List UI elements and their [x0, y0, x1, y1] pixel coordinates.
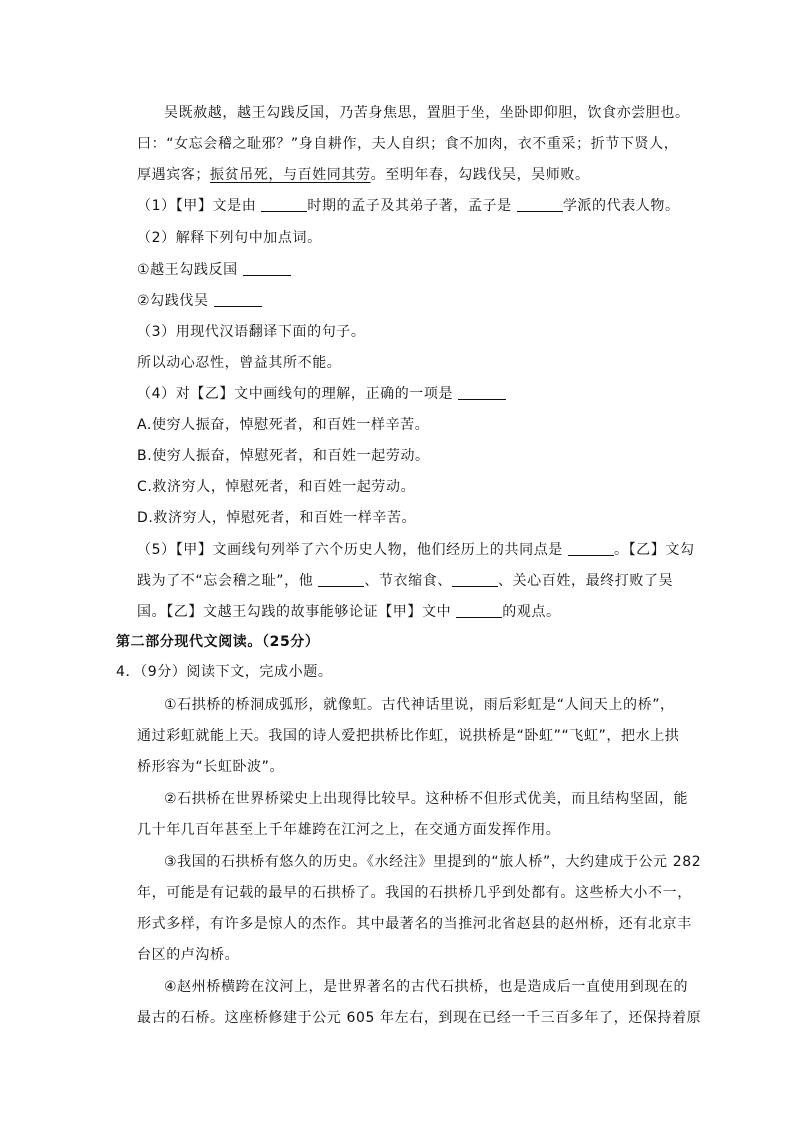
answer-blank[interactable] [517, 197, 563, 212]
option-b[interactable]: B.使穷人振奋，悼慰死者，和百姓一起劳动。 [137, 448, 430, 464]
question-2-title: （2）解释下列句中加点词。 [137, 230, 322, 246]
part-2-heading: 第二部分现代文阅读。（25分） [116, 634, 320, 650]
question-5-part-a: （5）【甲】文画线句列举了六个历史人物，他们经历上的共同点是 [137, 542, 568, 558]
question-5-part-f: 国。【乙】文越王勾践的故事能够论证【甲】文中 [137, 604, 457, 620]
paragraph-3-line-2: 年，可能是有记载的最早的石拱桥了。我国的石拱桥几乎到处都有。这些桥大小不一， [137, 885, 692, 901]
paragraph-1-line-2: 通过彩虹就能上天。我国的诗人爱把拱桥比作虹，说拱桥是“卧虹”“飞虹”，把水上拱 [137, 728, 680, 744]
paragraph-2-line-1: ②石拱桥在世界桥梁史上出现得比较早。这种桥不但形式优美，而且结构坚固，能 [164, 791, 689, 807]
question-2-item-2 [137, 291, 262, 311]
paragraph-3-line-3: 形式多样，有许多是惊人的杰作。其中最著名的当推河北省赵县的赵州桥，还有北京丰 [137, 916, 692, 932]
paragraph-4-line-1: ④赵州桥横跨在汶河上，是世界著名的古代石拱桥，也是造成后一直使用到现在的 [164, 979, 689, 995]
answer-blank[interactable] [452, 572, 498, 587]
question-3-title: （3）用现代汉语翻译下面的句子。 [137, 324, 366, 340]
paragraph-1-line-3: 桥形容为“长虹卧波”。 [137, 759, 285, 775]
question-5-line-3 [137, 602, 561, 622]
paragraph-2-line-2: 几十年几百年甚至上千年雄跨在江河之上，在交通方面发挥作用。 [137, 822, 561, 838]
question-5-part-c: 践为了不“忘会稽之耻”，他 [137, 573, 319, 589]
paragraph-1-line-1: ①石拱桥的桥洞成弧形，就像虹。古代神话里说，雨后彩虹是“人间天上的桥”， [164, 697, 675, 713]
answer-blank[interactable] [318, 572, 364, 587]
answer-blank[interactable] [214, 292, 262, 307]
question-5-line-2 [137, 571, 673, 591]
question-5-part-g: 的观点。 [502, 604, 561, 620]
answer-blank[interactable] [243, 261, 291, 276]
question-1 [137, 196, 680, 216]
option-d[interactable]: D.救济穷人，悼慰死者，和百姓一样辛苦。 [137, 510, 417, 526]
answer-blank[interactable] [458, 385, 506, 400]
question-1-part-a: （1）【甲】文是由 [137, 198, 262, 214]
question-2-item-1 [137, 260, 291, 280]
paragraph-4-line-2: 最古的石桥。这座桥修建于公元 605 年左右，到现在已经一千三百多年了，还保持着原 [137, 1010, 702, 1026]
question-5-part-e: 、关心百姓，最终打败了吴 [497, 573, 674, 589]
modern-question-title: 4．（9分）阅读下文，完成小题。 [116, 664, 333, 680]
answer-blank[interactable] [456, 603, 502, 618]
question-5-line-1 [137, 540, 695, 560]
answer-blank[interactable] [261, 197, 307, 212]
question-1-part-b: 时期的孟子及其弟子著，孟子是 [307, 198, 517, 214]
passage-line-3 [137, 165, 590, 185]
answer-blank[interactable] [568, 541, 614, 556]
question-3-sentence: 所以动心忍性，曾益其所不能。 [137, 355, 342, 371]
question-2-item-1-text: ①越王勾践反国 [137, 262, 243, 278]
passage-line-3-post: 。至明年春，勾践伐吴，吴师败。 [370, 167, 590, 183]
question-4-title [137, 384, 506, 404]
option-c[interactable]: C.救济穷人，悼慰死者，和百姓一起劳动。 [137, 479, 416, 495]
underlined-sentence: 振贫吊死，与百姓同其劳 [210, 167, 371, 183]
passage-line-2: 曰：“女忘会稽之耻邪？”身自耕作，夫人自织；食不加肉，衣不重采；折节下贤人， [137, 136, 679, 152]
question-5-part-d: 、节衣缩食、 [364, 573, 452, 589]
passage-line-3-pre: 厚遇宾客； [137, 167, 210, 183]
question-5-part-b: 。【乙】文勾 [613, 542, 695, 558]
paragraph-3-line-1: ③我国的石拱桥有悠久的历史。《水经注》里提到的“旅人桥”，大约建成于公元 282 [164, 854, 702, 870]
question-2-item-2-text: ②勾践伐吴 [137, 293, 214, 309]
option-a[interactable]: A.使穷人振奋，悼慰死者，和百姓一样辛苦。 [137, 417, 430, 433]
paragraph-3-line-4: 台区的卢沟桥。 [137, 947, 240, 963]
question-4-title-text: （4）对【乙】文中画线句的理解，正确的一项是 [137, 386, 459, 402]
passage-line-1: 吴既赦越，越王勾践反国，乃苦身焦思，置胆于坐，坐卧即仰胆，饮食亦尝胆也。 [164, 105, 690, 121]
question-1-part-c: 学派的代表人物。 [562, 198, 680, 214]
